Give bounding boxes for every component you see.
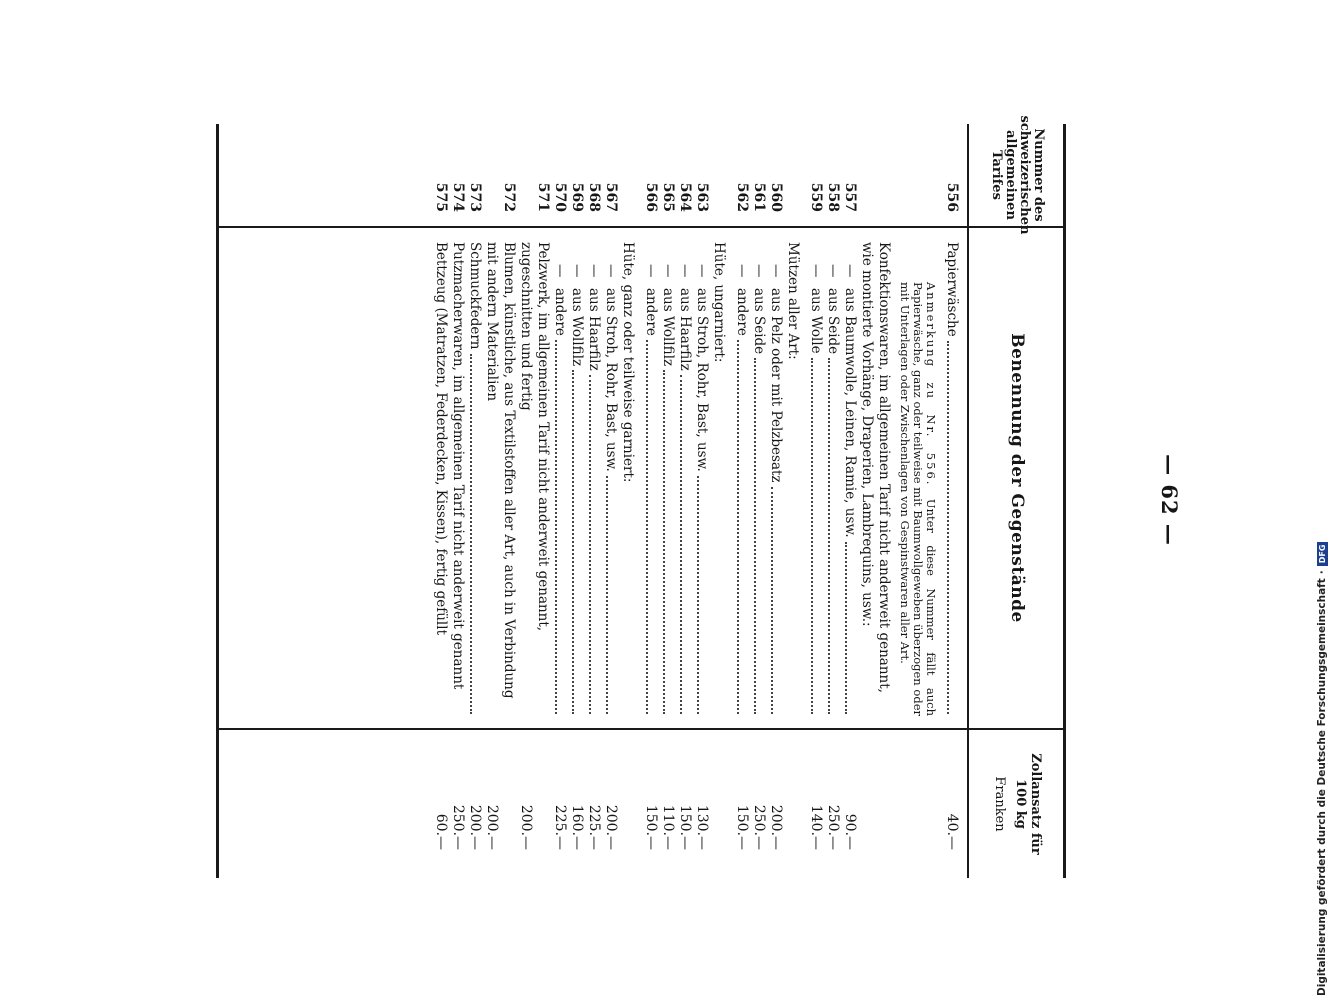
item-label: Konfektionswaren, im allgemeinen Tarif nicht anderweit genannt, wie montierte Vorhänge, Draperien, Lambrequins, usw.:: [859, 242, 892, 693]
duty-rate: 140.—: [808, 804, 824, 850]
duty-rate: 250.—: [751, 804, 767, 850]
table-row: [642, 124, 659, 878]
item-description: [710, 226, 727, 730]
item-description: [767, 226, 784, 730]
item-description: [642, 226, 659, 730]
item-description: [784, 226, 801, 730]
dot-leader: [811, 358, 813, 714]
page-number: — 62 —: [1157, 454, 1182, 546]
table-row: [858, 124, 892, 878]
dash-marker: —: [552, 264, 568, 278]
item-label: Putzmacherwaren, im allgemeinen Tarif nicht anderweit genannt: [450, 242, 466, 690]
dot-leader: [845, 542, 847, 714]
duty-rate: 225.—: [586, 804, 602, 850]
item-description: [841, 226, 858, 730]
tariff-number: 562: [734, 182, 750, 212]
dot-leader: [947, 341, 949, 714]
item-description: [551, 226, 568, 730]
item-description: [432, 226, 449, 730]
tariff-number: [858, 124, 892, 226]
item-label: Mützen aller Art:: [785, 242, 801, 360]
tariff-number: [784, 124, 801, 226]
table-row: [619, 124, 636, 878]
table-row: [483, 124, 517, 878]
item-label: aus Haarfilz: [586, 288, 602, 371]
tariff-number: 568: [586, 182, 602, 212]
table-row: [841, 124, 858, 878]
item-description: [619, 226, 636, 730]
rate-unit: Franken: [992, 776, 1007, 832]
tariff-number: 557: [842, 182, 858, 212]
duty-rate: 160.—: [569, 804, 585, 850]
tariff-number: 565: [660, 182, 676, 212]
tariff-number: 566: [643, 182, 659, 212]
item-label: Schmuckfedern: [467, 242, 483, 350]
item-label: andere: [552, 288, 568, 336]
item-description: [693, 226, 710, 730]
dash-marker: —: [643, 264, 659, 278]
tariff-number: 560: [768, 182, 784, 212]
tariff-number: 574: [450, 182, 466, 212]
dash-marker: —: [660, 264, 676, 278]
duty-rate: 110.—: [660, 804, 676, 850]
tariff-number: 572: [501, 182, 517, 212]
table-row: [784, 124, 801, 878]
dot-leader: [828, 358, 830, 714]
item-description: [568, 226, 585, 730]
duty-rate: 200.—: [518, 804, 534, 850]
item-description: [659, 226, 676, 730]
duty-rate: 200.—: [768, 804, 784, 850]
item-label: aus Wollfilz: [569, 288, 585, 367]
table-row: [898, 124, 937, 878]
dash-marker: —: [677, 264, 693, 278]
item-label: Hüte, ungarniert:: [711, 242, 727, 363]
table-row: [676, 124, 693, 878]
table-row: [449, 124, 466, 878]
table-row: [432, 124, 449, 878]
item-label: aus Wollfilz: [660, 288, 676, 367]
duty-rate: 150.—: [734, 804, 750, 850]
table-row: [551, 124, 568, 878]
table-row: [943, 124, 960, 878]
tariff-number: [710, 124, 727, 226]
item-label: aus Stroh, Rohr, Bast, usw.: [694, 288, 710, 472]
duty-rate: 90.—: [842, 813, 858, 850]
tariff-number: 570: [552, 182, 568, 212]
duty-rate: 150.—: [643, 804, 659, 850]
item-label: Blumen, künstliche, aus Textilstoffen aller Art, auch in Verbindung mit andern Materialien: [484, 242, 517, 699]
item-description: [466, 226, 483, 730]
item-label: Hüte, ganz oder teilweise garniert:: [620, 242, 636, 483]
tariff-number: 556: [944, 182, 960, 212]
tariff-number: 559: [808, 182, 824, 212]
tariff-number: 571: [535, 182, 551, 212]
dfg-logo: DFG: [1317, 542, 1328, 567]
item-label: Papierwäsche: [944, 242, 960, 337]
item-description: [483, 226, 517, 730]
tariff-number: 561: [751, 182, 767, 212]
dot-leader: [737, 340, 739, 714]
item-label: Bettzeug (Matratzen, Federdecken, Kissen), fertig gefüllt: [433, 242, 449, 635]
item-label: aus Stroh, Rohr, Bast, usw.: [603, 288, 619, 472]
item-label: aus Haarfilz: [677, 288, 693, 371]
table-row: [710, 124, 727, 878]
dash-marker: —: [569, 264, 585, 278]
tariff-number: 564: [677, 182, 693, 212]
table-body: [432, 124, 960, 878]
column-header-rate: Zollansatz für 100 kg Franken: [992, 753, 1043, 855]
dash-marker: —: [842, 264, 858, 278]
table-row: [568, 124, 585, 878]
item-label: aus Baumwolle, Leinen, Ramie, usw.: [842, 288, 858, 538]
duty-rate: 40.—: [944, 813, 960, 850]
tariff-table: [216, 115, 1066, 878]
item-description: [733, 226, 750, 730]
duty-rate: 150.—: [677, 804, 693, 850]
table-row: [466, 124, 483, 878]
tariff-number: 573: [467, 182, 483, 212]
tariff-number: [619, 124, 636, 226]
dot-leader: [470, 354, 472, 714]
item-description: [807, 226, 824, 730]
dot-leader: [606, 476, 608, 714]
dot-leader: [572, 370, 574, 714]
duty-rate: 130.—: [694, 804, 710, 850]
dot-leader: [697, 476, 699, 714]
dot-leader: [680, 375, 682, 714]
tariff-number: [898, 124, 937, 226]
item-description: [824, 226, 841, 730]
table-row: [807, 124, 824, 878]
table-row: [733, 124, 750, 878]
table-row: [659, 124, 676, 878]
dot-leader: [771, 487, 773, 714]
table-row: [824, 124, 841, 878]
annotation-text: Unter diese Nummer fällt auch Papierwäsche, ganz oder teilweise mit Baumwollgeweben überzogen oder mit Unterlagen oder Zwischenlagen von Gespinstwaren aller Art.: [898, 282, 938, 717]
table-row: [693, 124, 710, 878]
tariff-number: 563: [694, 182, 710, 212]
item-description: [602, 226, 619, 730]
table-row: [602, 124, 619, 878]
duty-rate: 250.—: [825, 804, 841, 850]
duty-rate: 200.—: [603, 804, 619, 850]
item-description: [517, 226, 551, 730]
dash-marker: —: [751, 264, 767, 278]
tariff-number: 558: [825, 182, 841, 212]
dash-marker: —: [603, 264, 619, 278]
annotation-note: [898, 242, 937, 716]
dash-marker: —: [825, 264, 841, 278]
item-description: [676, 226, 693, 730]
digitization-credit: Digitalisierung gefördert durch die Deutsche Forschungsgemeinschaft · DFG: [1316, 542, 1328, 996]
tariff-number: 569: [569, 182, 585, 212]
dot-leader: [555, 340, 557, 714]
column-header-number: Nummer des schweizerischen allgemeinen Tarifes: [989, 115, 1047, 235]
column-header-name: Benennung der Gegenstände: [1007, 333, 1028, 623]
table-row: [767, 124, 784, 878]
item-label: aus Pelz oder mit Pelzbesatz: [768, 288, 784, 483]
duty-rate: 250.—: [450, 804, 466, 850]
duty-rate: 60.—: [433, 813, 449, 850]
item-description: [858, 226, 892, 730]
item-description: [750, 226, 767, 730]
duty-rate: 225.—: [552, 804, 568, 850]
table-row: [517, 124, 551, 878]
item-label: Pelzwerk, im allgemeinen Tarif nicht anderweit genannt, zugeschnitten und fertig: [518, 242, 551, 632]
dash-marker: —: [586, 264, 602, 278]
item-description: [585, 226, 602, 730]
tariff-number: 575: [433, 182, 449, 212]
duty-rate: 200.—: [484, 804, 500, 850]
table-row: [585, 124, 602, 878]
item-label: andere: [734, 288, 750, 336]
table-row: [750, 124, 767, 878]
dot-leader: [754, 358, 756, 714]
item-label: aus Seide: [825, 288, 841, 355]
dash-marker: —: [808, 264, 824, 278]
item-description: [449, 226, 466, 730]
dot-leader: [646, 340, 648, 714]
item-description: [898, 226, 937, 730]
dash-marker: —: [768, 264, 784, 278]
annotation-label: Anmerkung zu Nr. 556.: [924, 282, 938, 487]
credit-text: Digitalisierung gefördert durch die Deutsche Forschungsgemeinschaft: [1316, 578, 1328, 996]
dash-marker: —: [734, 264, 750, 278]
dash-marker: —: [694, 264, 710, 278]
duty-rate: 200.—: [467, 804, 483, 850]
table-bottom-rule: [216, 124, 219, 878]
dot-leader: [663, 370, 665, 714]
tariff-number: 567: [603, 182, 619, 212]
item-label: aus Wolle: [808, 288, 824, 354]
item-label: aus Seide: [751, 288, 767, 355]
dot-leader: [589, 375, 591, 714]
item-description: [943, 226, 960, 730]
item-label: andere: [643, 288, 659, 336]
